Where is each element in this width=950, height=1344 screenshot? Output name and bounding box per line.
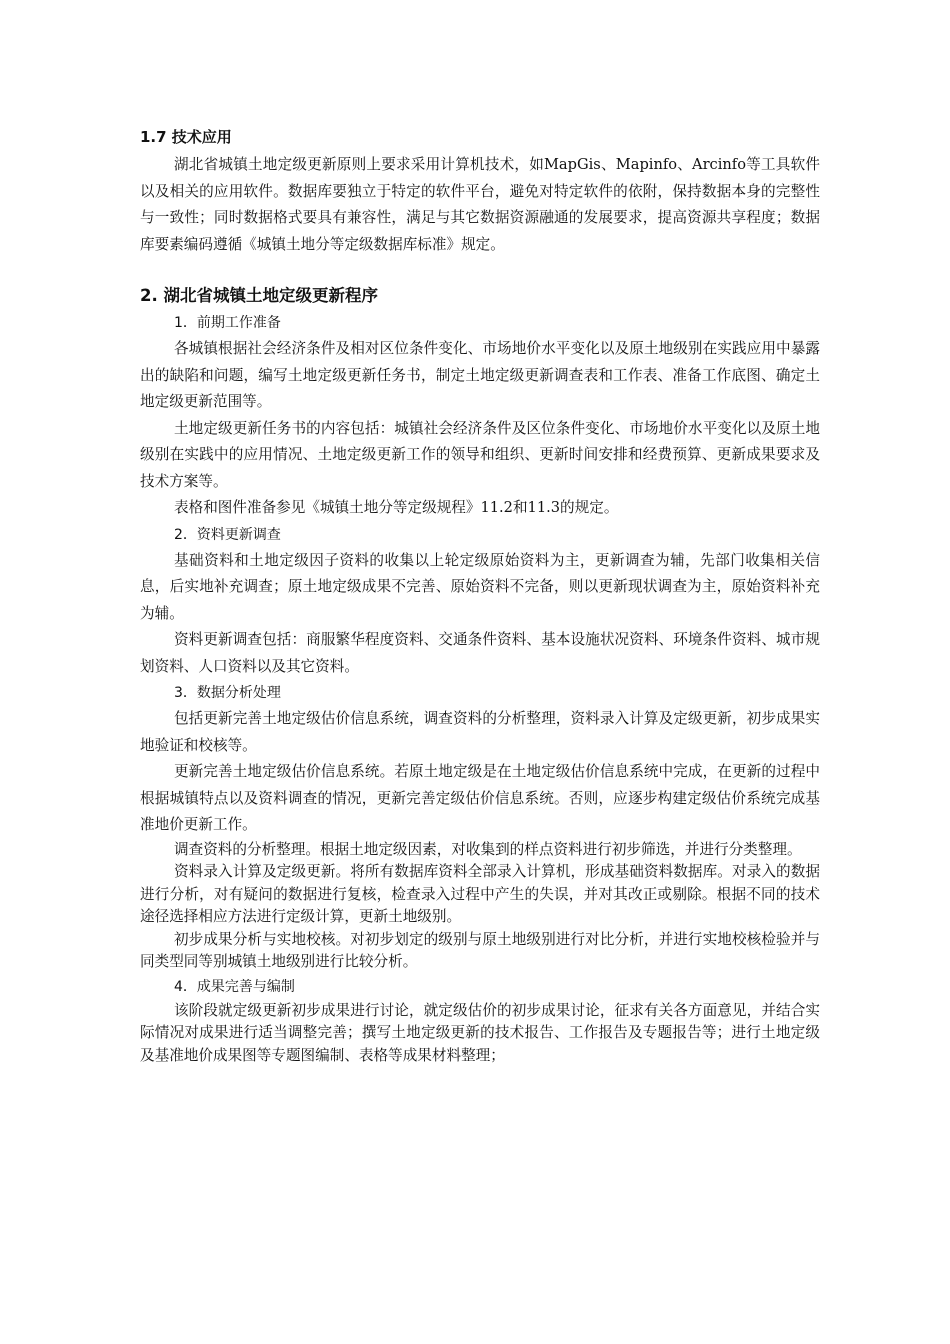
paragraph-results-1: 该阶段就定级更新初步成果进行讨论，就定级估价的初步成果讨论，征求有关各方面意见，并结合实际情况对成果进行适当调整完善；撰写土地定级更新的技术报告、工作报告及专题报告等；进行土地定级及基准地价成果图等专题图编制、表格等成果材料整理； (140, 1001, 820, 1064)
subsection-heading-analysis: 3．数据分析处理 (174, 685, 281, 701)
paragraph-analysis-4: 资料录入计算及定级更新。将所有数据库资料全部录入计算机，形成基础资料数据库。对录入的数据进行分析，对有疑问的数据进行复核，检查录入过程中产生的失误，并对其改正或剔除。根据不同的技术途径选择相应方法进行定级计算，更新土地级别。 (140, 863, 820, 925)
subsection-heading-survey: 2．资料更新调查 (174, 526, 281, 543)
paragraph-analysis-1: 包括更新完善土地定级估价信息系统，调查资料的分析整理，资料录入计算及定级更新，初步成果实地验证和校核等。 (140, 710, 820, 754)
paragraph-analysis-2: 更新完善土地定级估价信息系统。若原土地定级是在土地定级估价信息系统中完成，在更新的过程中根据城镇特点以及资料调查的情况，更新完善定级估价信息系统。否则，应逐步构建定级估价系统完成基准地价更新工作。 (140, 763, 820, 833)
paragraph-survey-2: 资料更新调查包括：商服繁华程度资料、交通条件资料、基本设施状况资料、环境条件资料、城市规划资料、人口资料以及其它资料。 (140, 631, 820, 675)
section-heading-1-7: 1.7 技术应用 (140, 128, 232, 146)
paragraph-preparation-3: 表格和图件准备参见《城镇土地分等定级规程》11.2和11.3的规定。 (174, 499, 619, 516)
subsection-heading-preparation: 1．前期工作准备 (174, 315, 281, 331)
subsection-heading-results: 4．成果完善与编制 (174, 978, 295, 995)
paragraph-analysis-5: 初步成果分析与实地校核。对初步划定的级别与原土地级别进行对比分析，并进行实地校核检验并与同类型同等别城镇土地级别进行比较分析。 (140, 930, 820, 970)
paragraph-preparation-1: 各城镇根据社会经济条件及相对区位条件变化、市场地价水平变化以及原土地级别在实践应用中暴露出的缺陷和问题，编写土地定级更新任务书，制定土地定级更新调查表和工作表、准备工作底图、确定土地定级更新范围等。 (140, 340, 820, 410)
section-heading-2: 2. 湖北省城镇土地定级更新程序 (140, 286, 378, 305)
paragraph-tech-application: 湖北省城镇土地定级更新原则上要求采用计算机技术，如MapGis、Mapinfo、Arcinfo等工具软件以及相关的应用软件。数据库要独立于特定的软件平台，避免对特定软件的依附，保持数据本身的完整性与一致性；同时数据格式要具有兼容性，满足与其它数据资源融通的发展要求，提高资源共享程度；数据库要素编码遵循《城镇土地分等定级数据库标准》规定。 (140, 156, 820, 253)
paragraph-survey-1: 基础资料和土地定级因子资料的收集以上轮定级原始资料为主，更新调查为辅，先部门收集相关信息，后实地补充调查；原土地定级成果不完善、原始资料不完备，则以更新现状调查为主，原始资料补充为辅。 (140, 551, 820, 622)
paragraph-preparation-2: 土地定级更新任务书的内容包括：城镇社会经济条件及区位条件变化、市场地价水平变化以及原土地级别在实践中的应用情况、土地定级更新工作的领导和组织、更新时间安排和经费预算、更新成果要求及技术方案等。 (140, 419, 820, 490)
document-body (140, 126, 820, 1067)
paragraph-analysis-3: 调查资料的分析整理。根据土地定级因素，对收集到的样点资料进行初步筛选，并进行分类整理。 (174, 840, 802, 858)
